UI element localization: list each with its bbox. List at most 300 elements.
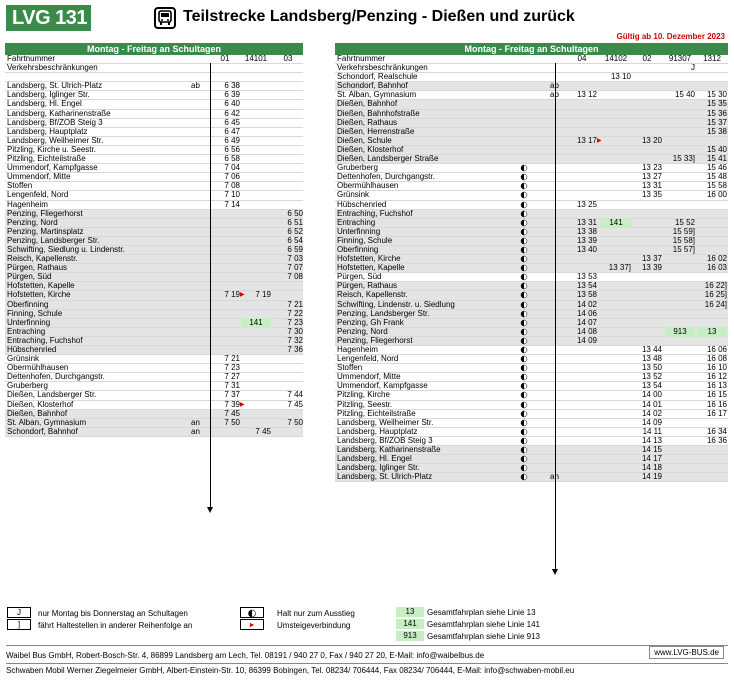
time-cell: 7 45 xyxy=(255,426,271,436)
time-cell: 7 19 xyxy=(224,290,240,300)
transfer-arrow-icon: ▶ xyxy=(240,292,245,299)
half-moon-icon xyxy=(240,607,264,618)
time-cell: 14 01 xyxy=(641,399,662,409)
stop-name: Landsberg, Hauptplatz xyxy=(7,126,88,136)
time-cell: 7 23 xyxy=(287,317,303,327)
table-row xyxy=(335,337,728,346)
time-cell: 6 40 xyxy=(224,99,240,109)
stop-name: Landsberg, Hl. Engel xyxy=(7,99,82,109)
time-cell: 913 xyxy=(665,327,695,337)
route-line xyxy=(210,63,211,511)
time-cell: 7 50 xyxy=(287,417,303,427)
time-cell: 13 50 xyxy=(641,363,662,373)
time-cell: 13 37] xyxy=(608,263,631,273)
stop-name: Reisch, Kapellenstr. xyxy=(337,290,408,300)
half-moon-icon xyxy=(520,228,528,236)
time-cell: 7 23 xyxy=(224,363,240,373)
time-cell: 16 24] xyxy=(704,299,727,309)
legend-halt-text: Halt nur zum Ausstieg xyxy=(277,609,355,618)
time-cell: 6 42 xyxy=(224,108,240,118)
time-cell: 13 40 xyxy=(576,244,597,254)
time-cell: 13 10 xyxy=(610,72,631,82)
time-cell: 7 36 xyxy=(287,345,303,354)
stop-name: Penzing, Nord xyxy=(337,326,388,336)
half-moon-icon xyxy=(520,282,528,290)
column-header: 01 xyxy=(220,54,230,63)
stop-name: Pitzling, Seestr. xyxy=(337,399,393,409)
time-cell: 7 10 xyxy=(224,190,240,200)
time-cell: 14 06 xyxy=(576,308,597,318)
time-cell: 13 58 xyxy=(576,290,597,300)
stop-name: Schondorf, Realschule xyxy=(337,72,418,82)
time-cell: 7 50 xyxy=(224,417,240,427)
time-cell: 14 09 xyxy=(641,417,662,427)
time-cell: 16 12 xyxy=(706,372,727,382)
legend-line13-text: Gesamtfahrplan siehe Linie 13 xyxy=(427,608,536,617)
bus-icon xyxy=(154,7,176,29)
time-cell: 16 15 xyxy=(706,390,727,400)
stop-name: Pürgen, Rathaus xyxy=(337,281,398,291)
time-cell: 16 16 xyxy=(706,399,727,409)
lvg-logo: LVG 131 xyxy=(6,5,91,31)
time-cell: 15 48 xyxy=(706,172,727,182)
time-cell: 16 13 xyxy=(706,381,727,391)
time-cell: 7 08 xyxy=(224,181,240,191)
half-moon-icon xyxy=(520,473,528,481)
stop-name: Stoffen xyxy=(7,181,33,191)
table-row xyxy=(5,428,303,437)
time-cell: 14 11 xyxy=(642,426,662,436)
time-cell: 13 39 xyxy=(641,263,662,273)
stop-name: Pürgen, Süd xyxy=(337,272,382,282)
time-cell: 16 36 xyxy=(706,435,727,445)
stop-name: Pürgen, Süd xyxy=(7,272,52,282)
stop-name: Ummendorf, Mitte xyxy=(7,172,71,182)
red-arrow-icon: ► xyxy=(240,619,264,630)
stop-name: Gruberberg xyxy=(7,381,48,391)
time-cell: 15 57] xyxy=(672,244,695,254)
half-moon-icon xyxy=(520,246,528,254)
stop-name: Dettenhofen, Durchgangstr. xyxy=(337,172,435,182)
half-moon-icon xyxy=(520,191,528,199)
stop-name: Finning, Schule xyxy=(337,235,393,245)
time-cell: 7 32 xyxy=(287,335,303,345)
time-cell: 13 31 xyxy=(641,181,662,191)
time-cell: 14 02 xyxy=(576,299,597,309)
stop-name: Unterfinning xyxy=(337,226,381,236)
half-moon-icon xyxy=(520,455,528,463)
time-cell: 7 44 xyxy=(287,390,303,400)
time-cell: 13 25 xyxy=(576,199,597,209)
half-moon-icon xyxy=(520,346,528,354)
stop-name: Dießen, Landsberger Straße xyxy=(337,154,439,164)
stop-name: Dießen, Rathaus xyxy=(337,117,398,127)
stop-name: Entraching xyxy=(337,217,376,227)
time-cell: 16 25] xyxy=(704,290,727,300)
time-cell: 16 02 xyxy=(706,254,727,264)
time-cell: 14 15 xyxy=(641,445,662,455)
stop-name: Fahrtnummer xyxy=(337,54,386,63)
half-moon-icon xyxy=(520,273,528,281)
ab-an-marker: an xyxy=(550,472,559,482)
time-cell: 7 08 xyxy=(287,272,303,282)
time-cell: 6 59 xyxy=(287,244,303,254)
stop-name: Landsberg, St. Ulrich-Platz xyxy=(337,472,433,482)
stop-name: Finning, Schule xyxy=(7,308,63,318)
half-moon-icon xyxy=(520,419,528,427)
column-header: 03 xyxy=(283,54,293,63)
time-cell: 16 22] xyxy=(704,281,727,291)
time-cell: 15 46 xyxy=(706,163,727,173)
ab-an-marker: ab xyxy=(550,81,559,91)
stop-name: Landsberg, Bf/ZOB Steig 3 xyxy=(7,117,103,127)
stop-name: Stoffen xyxy=(337,363,363,373)
stop-name: Penzing, Martinsplatz xyxy=(7,226,84,236)
time-cell: 16 00 xyxy=(706,190,727,200)
ab-an-marker: an xyxy=(191,426,200,436)
website-link[interactable]: www.LVG-BUS.de xyxy=(649,646,724,659)
time-cell: 7 07 xyxy=(287,263,303,273)
time-cell: 7 22 xyxy=(287,308,303,318)
half-moon-icon xyxy=(520,401,528,409)
stop-name: Landsberg, Weilheimer Str. xyxy=(337,417,434,427)
half-moon-icon xyxy=(520,237,528,245)
time-cell: J xyxy=(691,63,695,73)
half-moon-icon xyxy=(520,437,528,445)
column-header: 02 xyxy=(642,54,652,63)
stop-name: Landsberg, Hauptplatz xyxy=(337,426,418,436)
half-moon-icon xyxy=(520,364,528,372)
stop-name: Landsberg, Katharinenstraße xyxy=(337,445,441,455)
time-cell: 13 17 xyxy=(576,135,597,145)
stop-name: Fahrtnummer xyxy=(7,54,56,63)
legend-j-text: nur Montag bis Donnerstag an Schultagen xyxy=(38,609,188,618)
stop-name: Oberfinning xyxy=(337,244,379,254)
legend-j-symbol: J xyxy=(7,607,31,618)
time-cell: 141 xyxy=(241,318,271,328)
time-cell: 7 31 xyxy=(224,381,240,391)
stop-name: Pitzling, Kirche xyxy=(337,390,390,400)
stop-name: Ummendorf, Kampfgasse xyxy=(7,163,98,173)
stop-name: St. Alban, Gymnasium xyxy=(337,90,417,100)
column-header: 14101 xyxy=(244,54,268,63)
half-moon-icon xyxy=(520,373,528,381)
time-cell: 15 58] xyxy=(672,235,695,245)
time-cell: 13 27 xyxy=(641,172,662,182)
time-cell: 15 35 xyxy=(706,99,727,109)
time-cell: 7 03 xyxy=(287,254,303,264)
time-cell: 16 06 xyxy=(706,345,727,354)
stop-name: Dießen, Bahnhofstraße xyxy=(337,108,420,118)
stop-name: Hagenheim xyxy=(337,345,378,354)
stop-name: Pitzling, Eichteilstraße xyxy=(7,154,86,164)
time-cell: 15 33] xyxy=(672,154,695,164)
stop-name: Hofstetten, Kapelle xyxy=(7,281,75,291)
page-title: Teilstrecke Landsberg/Penzing - Dießen und zurück xyxy=(183,8,575,25)
stop-name: Dießen, Herrenstraße xyxy=(337,126,415,136)
legend-line913-box: 913 xyxy=(396,631,424,641)
right-table-heading: Montag - Freitag an Schultagen xyxy=(335,43,728,55)
time-cell: 6 50 xyxy=(287,208,303,218)
table-row xyxy=(335,155,728,164)
time-cell: 6 52 xyxy=(287,226,303,236)
time-cell: 13 44 xyxy=(641,345,662,354)
time-cell: 7 21 xyxy=(287,299,303,309)
half-moon-icon xyxy=(520,182,528,190)
table-row xyxy=(335,191,728,200)
table-row xyxy=(5,191,303,200)
stop-name: Dettenhofen, Durchgangstr. xyxy=(7,372,105,382)
stop-name: Dießen, Schule xyxy=(337,135,392,145)
half-moon-icon xyxy=(520,310,528,318)
table-row xyxy=(5,291,303,300)
down-arrow-icon xyxy=(207,507,213,513)
column-header: 91307 xyxy=(668,54,692,63)
stop-name: Landsberg, Katharinenstraße xyxy=(7,108,111,118)
legend-line913-text: Gesamtfahrplan siehe Linie 913 xyxy=(427,632,540,641)
time-cell: 14 18 xyxy=(641,463,662,473)
table-row xyxy=(5,64,303,73)
stop-name: Dießen, Klosterhof xyxy=(7,399,74,409)
time-cell: 15 41 xyxy=(706,154,727,164)
stop-name: Obermühlhausen xyxy=(337,181,399,191)
half-moon-icon xyxy=(520,328,528,336)
stop-name: Schondorf, Bahnhof xyxy=(7,426,78,436)
legend-line141-box: 141 xyxy=(396,619,424,629)
stop-name: Entraching, Fuchshof xyxy=(337,208,413,218)
time-cell: 13 48 xyxy=(641,354,662,364)
time-cell: 6 56 xyxy=(224,144,240,154)
ab-an-marker: an xyxy=(191,417,200,427)
half-moon-icon xyxy=(520,446,528,454)
half-moon-icon xyxy=(520,164,528,172)
table-row xyxy=(5,319,303,328)
time-cell: 6 45 xyxy=(224,117,240,127)
half-moon-icon xyxy=(520,210,528,218)
stop-name: Landsberg, Hl. Engel xyxy=(337,454,412,464)
time-cell: 13 37 xyxy=(641,254,662,264)
time-cell: 16 10 xyxy=(706,363,727,373)
stop-name: Lengenfeld, Nord xyxy=(7,190,69,200)
stop-name: Penzing, Gh Frank xyxy=(337,317,404,327)
stop-name: Schwifting, Siedlung u. Lindenstr. xyxy=(7,244,125,254)
half-moon-icon xyxy=(520,219,528,227)
table-row xyxy=(335,355,728,364)
stop-name: Entraching xyxy=(7,326,46,336)
time-cell: 7 39 xyxy=(224,399,240,409)
time-cell: 15 30 xyxy=(706,90,727,100)
time-cell: 15 59] xyxy=(672,226,695,236)
stop-name: Ummendorf, Kampfgasse xyxy=(337,381,428,391)
legend-line141-text: Gesamtfahrplan siehe Linie 141 xyxy=(427,620,540,629)
timetable-left xyxy=(5,43,303,437)
stop-name: Schwifting, Lindenstr. u. Siedlung xyxy=(337,299,455,309)
time-cell: 13 12 xyxy=(576,90,597,100)
stop-name: Hübschenried xyxy=(337,199,387,209)
table-row xyxy=(5,346,303,355)
time-cell: 13 20 xyxy=(641,135,662,145)
stop-name: Penzing, Fliegerhorst xyxy=(7,208,83,218)
table-row xyxy=(335,391,728,400)
stop-name: Penzing, Landsberger Str. xyxy=(337,308,430,318)
half-moon-icon xyxy=(520,337,528,345)
ab-an-marker: ab xyxy=(550,90,559,100)
time-cell: 13 39 xyxy=(576,235,597,245)
stop-name: Dießen, Bahnhof xyxy=(7,408,68,418)
stop-name: Penzing, Fliegerhorst xyxy=(337,335,413,345)
stop-name: St. Alban, Gymnasium xyxy=(7,417,87,427)
stop-name: Pürgen, Rathaus xyxy=(7,263,68,273)
time-cell: 7 21 xyxy=(224,354,240,364)
stop-name: Hübschenried xyxy=(7,345,57,354)
stop-name: Oberfinning xyxy=(7,299,49,309)
column-header: 1312 xyxy=(703,54,721,63)
stop-name: Ummendorf, Mitte xyxy=(337,372,401,382)
table-row xyxy=(335,264,728,273)
stop-name: Hofstetten, Kirche xyxy=(7,290,71,300)
time-cell: 14 00 xyxy=(641,390,662,400)
half-moon-icon xyxy=(520,464,528,472)
half-moon-icon xyxy=(520,319,528,327)
table-row xyxy=(335,182,728,191)
stop-name: Pitzling, Eichteilstraße xyxy=(337,408,416,418)
time-cell: 16 17 xyxy=(706,408,727,418)
stop-name: Penzing, Nord xyxy=(7,217,58,227)
time-cell: 16 08 xyxy=(706,354,727,364)
time-cell: 7 19 xyxy=(255,290,271,300)
time-cell: 7 45 xyxy=(287,399,303,409)
footer-divider-2 xyxy=(6,663,728,664)
legend-umsteige-text: Umsteigeverbindung xyxy=(277,621,351,630)
half-moon-icon xyxy=(520,301,528,309)
half-moon-icon xyxy=(520,291,528,299)
stop-name: Pitzling, Kirche u. Seestr. xyxy=(7,144,96,154)
stop-name: Reisch, Kapellenstr. xyxy=(7,254,78,264)
time-cell: 6 39 xyxy=(224,90,240,100)
time-cell: 14 19 xyxy=(641,472,662,482)
time-cell: 15 40 xyxy=(674,90,695,100)
time-cell: 13 23 xyxy=(641,163,662,173)
stop-name: Dießen, Klosterhof xyxy=(337,144,404,154)
footer-line-2: Schwaben Mobil Werner Ziegelmeier GmbH, Albert-Einstein-Str. 10, 86399 Bobingen, Tel. 08234/ 706444, Fax 08234/ 706444, E-Mail: info@schwaben-mobil.eu xyxy=(6,666,575,675)
stop-name: Grünsink xyxy=(337,190,370,200)
time-cell: 15 52 xyxy=(674,217,695,227)
half-moon-icon xyxy=(520,428,528,436)
down-arrow-icon xyxy=(552,569,558,575)
stop-name: Hagenheim xyxy=(7,199,48,209)
half-moon-icon xyxy=(520,382,528,390)
stop-name: Dießen, Landsberger Str. xyxy=(7,390,97,400)
time-cell: 13 54 xyxy=(576,281,597,291)
time-cell: 16 34 xyxy=(706,426,727,436)
time-cell: 14 07 xyxy=(576,317,597,327)
time-cell: 6 54 xyxy=(287,235,303,245)
column-header: 14102 xyxy=(604,54,628,63)
time-cell: 14 09 xyxy=(576,335,597,345)
half-moon-icon xyxy=(520,264,528,272)
time-cell: 15 40 xyxy=(706,144,727,154)
time-cell: 7 45 xyxy=(224,408,240,418)
ab-an-marker: ab xyxy=(191,81,200,91)
time-cell: 7 14 xyxy=(224,199,240,209)
time-cell: 6 51 xyxy=(287,217,303,227)
stop-name: Landsberg, Iglinger Str. xyxy=(7,90,90,100)
time-cell: 6 47 xyxy=(224,126,240,136)
stop-name: Landsberg, Iglinger Str. xyxy=(337,463,420,473)
time-cell: 13 53 xyxy=(576,272,597,282)
half-moon-icon xyxy=(520,173,528,181)
time-cell: 13 xyxy=(697,327,727,337)
stop-name: Landsberg, St. Ulrich-Platz xyxy=(7,81,103,91)
time-cell: 14 02 xyxy=(641,408,662,418)
time-cell: 141 xyxy=(601,218,631,228)
footer-divider xyxy=(6,645,728,646)
table-row xyxy=(335,128,728,137)
time-cell: 6 38 xyxy=(224,81,240,91)
time-cell: 14 17 xyxy=(641,454,662,464)
stop-name: Hofstetten, Kirche xyxy=(337,254,401,264)
time-cell: 14 13 xyxy=(641,435,662,445)
half-moon-icon xyxy=(520,391,528,399)
stop-name: Grünsink xyxy=(7,354,40,364)
time-cell: 16 03 xyxy=(706,263,727,273)
time-cell: 15 58 xyxy=(706,181,727,191)
route-line xyxy=(555,63,556,573)
time-cell: 7 27 xyxy=(224,372,240,382)
stop-name: Landsberg, Bf/ZOB Steig 3 xyxy=(337,435,433,445)
half-moon-icon xyxy=(520,355,528,363)
stop-name: Schondorf, Bahnhof xyxy=(337,81,408,91)
time-cell: 7 37 xyxy=(224,390,240,400)
stop-name: Landsberg, Weilheimer Str. xyxy=(7,135,104,145)
time-cell: 13 54 xyxy=(641,381,662,391)
stop-name: Obermühlhausen xyxy=(7,363,69,373)
column-header: 04 xyxy=(577,54,587,63)
stop-name: Penzing, Landsberger Str. xyxy=(7,235,100,245)
time-cell: 13 31 xyxy=(576,217,597,227)
time-cell: 14 08 xyxy=(576,326,597,336)
time-cell: 6 58 xyxy=(224,154,240,164)
table-row xyxy=(5,173,303,182)
time-cell: 13 52 xyxy=(641,372,662,382)
time-cell: 15 37 xyxy=(706,117,727,127)
stop-name: Verkehrsbeschränkungen xyxy=(337,63,428,73)
table-row xyxy=(335,382,728,391)
stop-name: Unterfinning xyxy=(7,317,51,327)
table-row xyxy=(335,473,728,482)
half-moon-icon xyxy=(520,201,528,209)
timetable-right xyxy=(335,43,728,482)
time-cell: 15 36 xyxy=(706,108,727,118)
legend-bracket-text: fährt Haltestellen in anderer Reihenfolge an xyxy=(38,621,193,630)
validity-note: Gültig ab 10. Dezember 2023 xyxy=(616,32,725,41)
time-cell: 6 49 xyxy=(224,135,240,145)
stop-name: Verkehrsbeschränkungen xyxy=(7,63,98,73)
stop-name: Hofstetten, Kapelle xyxy=(337,263,405,273)
stop-name: Dießen, Bahnhof xyxy=(337,99,398,109)
transfer-arrow-icon: ▶ xyxy=(597,137,602,144)
table-row xyxy=(5,373,303,382)
legend-line13-box: 13 xyxy=(396,607,424,617)
legend-bracket-symbol: ] xyxy=(7,619,31,630)
time-cell: 7 06 xyxy=(224,172,240,182)
footer-line-1: Waibel Bus GmbH, Robert-Bosch-Str. 4, 86899 Landsberg am Lech, Tel. 08191 / 940 27 0, Fax / 940 27 20, E-Mail: info@waibelbus.de xyxy=(6,651,485,660)
half-moon-icon xyxy=(520,410,528,418)
time-cell: 7 30 xyxy=(287,326,303,336)
stop-name: Lengenfeld, Nord xyxy=(337,354,399,364)
time-cell: 13 35 xyxy=(641,190,662,200)
time-cell: 7 04 xyxy=(224,163,240,173)
